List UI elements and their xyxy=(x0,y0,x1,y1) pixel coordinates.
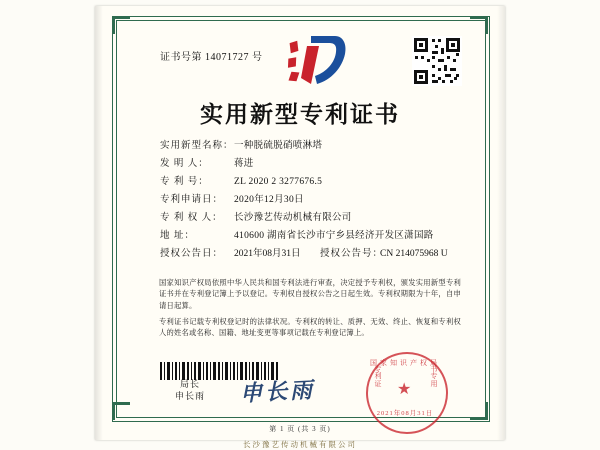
field-label: 专利申请日： xyxy=(160,195,224,205)
field-patentee xyxy=(160,214,460,224)
field-application-date xyxy=(160,196,460,206)
field-utility-model-name xyxy=(160,142,460,152)
sheet-right-shadow xyxy=(497,6,505,440)
field-value: 一种脱硫脱硝喷淋塔 xyxy=(234,141,323,151)
corner-tick xyxy=(112,402,115,420)
qr-code-icon xyxy=(412,36,462,86)
grant-date-value: 2021年08月31日 xyxy=(234,249,301,259)
grant-date-label: 授权公告日： xyxy=(160,249,224,259)
field-address xyxy=(160,232,460,242)
certificate-number: 证书号第 14071727 号 xyxy=(160,52,263,63)
legal-paragraph-1: 国家知识产权局依照中华人民共和国专利法进行审查，决定授予专利权，颁发实用新型专利证书并在专利登记簿上予以登记。专利权自授权公告之日起生效。专利权期限为十年，自申请日起算。 xyxy=(159,278,461,310)
field-inventor xyxy=(160,160,460,170)
field-list xyxy=(160,142,460,268)
page-title: 实用新型专利证书 xyxy=(200,102,400,127)
seal-top-text: 国家知识产权局 xyxy=(370,359,440,367)
page-footer: 第 1 页 (共 3 页) xyxy=(269,425,331,433)
cnipa-logo-icon xyxy=(285,32,349,88)
director-handwritten-signature: 申长雨 xyxy=(239,377,316,406)
field-value: 410600 湖南省长沙市宁乡县经济开发区潇国路 xyxy=(234,231,434,241)
field-value: 长沙豫艺传动机械有限公司 xyxy=(234,213,352,223)
field-label: 专 利 号： xyxy=(160,177,209,187)
signature-block xyxy=(175,378,205,402)
director-name: 申长雨 xyxy=(175,391,206,402)
sheet-left-shadow xyxy=(95,6,103,440)
seal-right-text: 书专用 xyxy=(430,365,438,388)
field-label: 实用新型名称： xyxy=(160,141,234,151)
field-value: ZL 2020 2 3277676.5 xyxy=(234,177,323,187)
field-label: 专 利 权 人： xyxy=(160,213,223,223)
seal-star-icon: ★ xyxy=(397,381,412,398)
field-value: 2020年12月30日 xyxy=(234,195,304,205)
seal-left-text: 专利证 xyxy=(374,365,382,388)
legal-paragraph-2: 专利证书记载专利权登记时的法律状况。专利权的转让、质押、无效、终止、恢复和专利权人的姓名或名称、国籍、地址变更等事项记载在专利登记簿上。 xyxy=(159,317,461,338)
field-label: 发 明 人： xyxy=(160,159,209,169)
director-title: 局长 xyxy=(180,379,201,389)
corner-tick xyxy=(485,402,488,420)
seal-bottom-text: 2021年08月31日 xyxy=(376,410,434,417)
field-patent-number xyxy=(160,178,460,188)
corner-tick xyxy=(485,16,488,34)
corner-tick xyxy=(112,16,115,34)
grant-number-value: CN 214075968 U xyxy=(380,249,448,259)
grant-number-label: 授权公告号： xyxy=(320,249,384,259)
field-value: 蒋进 xyxy=(234,159,254,169)
bottom-strip-text: 长沙豫艺传动机械有限公司 xyxy=(243,440,357,449)
field-grant-row xyxy=(160,250,460,260)
field-label: 地 址： xyxy=(160,231,195,241)
